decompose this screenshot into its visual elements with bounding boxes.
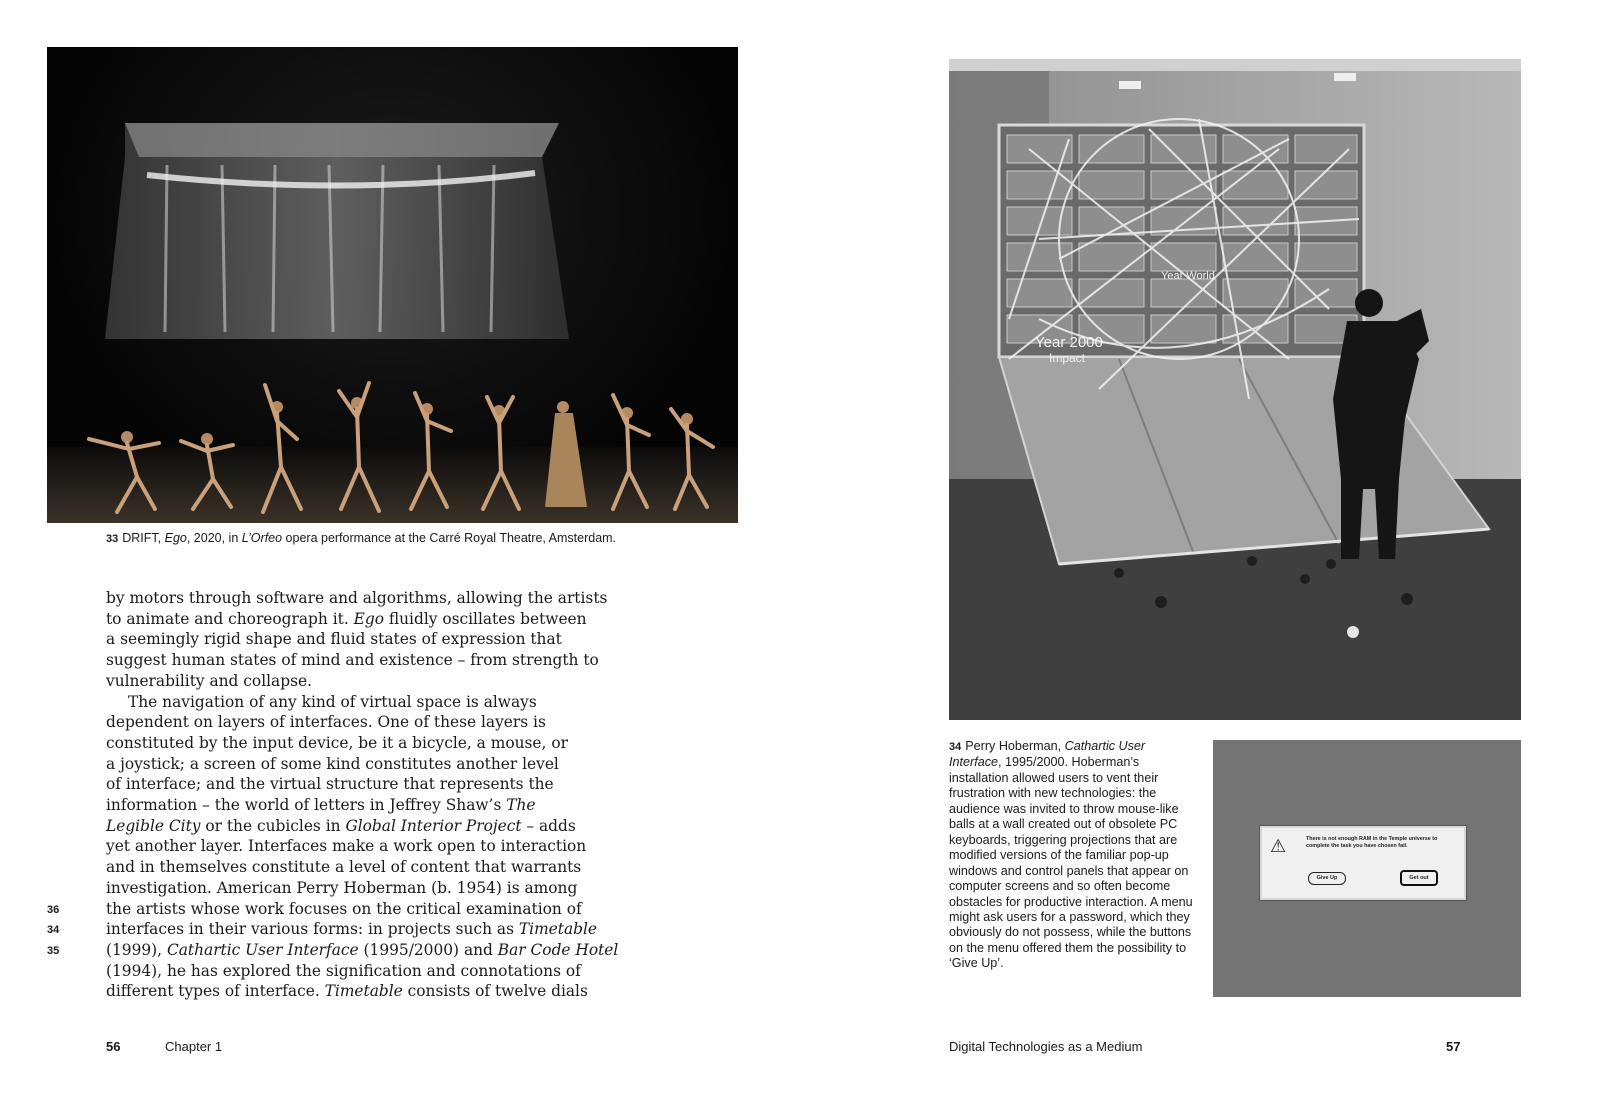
body-line <box>106 754 666 775</box>
get-out-button: Get out <box>1400 870 1438 886</box>
body-line <box>106 795 666 816</box>
caption-33-part: DRIFT, <box>122 531 165 545</box>
body-line <box>106 899 666 920</box>
drift-ego-stage-image <box>47 47 738 523</box>
photo-cathartic-user-interface <box>949 59 1521 720</box>
caption-33-part: opera performance at the Carré Royal Theatre, Amsterdam. <box>282 531 617 545</box>
body-text-run: information – the world of letters in Jeffrey Shaw’s <box>106 796 507 815</box>
body-line <box>106 981 666 1002</box>
body-text-run: The navigation of any kind of virtual space is always <box>128 692 537 711</box>
body-text-run: to animate and choreograph it. <box>106 609 354 628</box>
body-text-run: of interface; and the virtual structure that represents the <box>106 775 554 794</box>
dialog-message: There is not enough RAM in the Temple universe to complete the task you have chosen fail. <box>1306 836 1438 849</box>
projection-text: Year 2000 <box>1035 334 1103 351</box>
body-italic-text: Global Interior Project <box>345 816 522 835</box>
body-text-run: (1999), <box>106 940 167 959</box>
photo-drift-ego <box>47 47 738 523</box>
warning-icon: ⚠ <box>1270 836 1287 856</box>
body-text-run: suggest human states of mind and existence – from strength to <box>106 651 599 670</box>
caption-33-part: , 2020, in <box>186 531 242 545</box>
popup-dialog <box>1260 826 1466 900</box>
body-italic-text: Legible City <box>106 816 201 835</box>
body-text-run: (1994), he has explored the signification and connotations of <box>106 961 581 980</box>
body-line <box>106 692 666 713</box>
body-text-run: investigation. American Perry Hoberman (b. 1954) is among <box>106 878 578 897</box>
body-text-run: and in themselves constitute a level of content that warrants <box>106 858 582 877</box>
body-italic-text: Timetable <box>324 982 403 1001</box>
body-text-run: by motors through software and algorithms, allowing the artists <box>106 589 608 607</box>
give-up-button: Give Up <box>1308 872 1346 885</box>
body-line <box>106 961 666 982</box>
caption-34-part: Perry Hoberman, <box>965 739 1065 753</box>
body-text <box>106 588 666 1002</box>
body-line <box>106 712 666 733</box>
body-line <box>106 650 666 671</box>
margin-reference: 36 <box>47 904 60 916</box>
figure-33-number: 33 <box>106 533 119 545</box>
body-text-run: interfaces in their various forms: in projects such as <box>106 920 519 939</box>
page-number-right: 57 <box>1446 1039 1461 1054</box>
projection-text: Impact <box>1049 351 1086 365</box>
body-italic-text: Cathartic User Interface <box>166 940 359 959</box>
installation-image <box>949 59 1521 720</box>
body-line <box>106 588 666 609</box>
body-line <box>106 940 666 961</box>
body-line <box>106 671 666 692</box>
body-text-run: yet another layer. Interfaces make a work open to interaction <box>106 837 587 856</box>
figure-34-caption <box>949 739 1194 972</box>
caption-33-part: L’Orfeo <box>241 531 283 545</box>
body-line <box>106 629 666 650</box>
body-text-run: (1995/2000) and <box>358 940 498 959</box>
body-text-run: different types of interface. <box>106 982 325 1001</box>
body-text-run: dependent on layers of interfaces. One of these layers is <box>106 713 546 732</box>
body-line <box>106 733 666 754</box>
body-italic-text: Bar Code Hotel <box>497 940 619 959</box>
body-text-run: consists of twelve dials <box>402 982 588 1001</box>
caption-33-part: Ego <box>164 531 187 545</box>
body-text-run: the artists whose work focuses on the critical examination of <box>106 899 582 918</box>
body-italic-text: Timetable <box>518 920 598 939</box>
running-head-left: Chapter 1 <box>165 1039 223 1054</box>
figure-34-number: 34 <box>949 741 962 753</box>
body-line <box>106 857 666 878</box>
body-line <box>106 609 666 630</box>
body-text-run: a seemingly rigid shape and fluid states of expression that <box>106 630 562 649</box>
body-italic-text: Ego <box>353 609 384 628</box>
page-number-left: 56 <box>106 1039 121 1054</box>
running-head-right: Digital Technologies as a Medium <box>949 1039 1143 1054</box>
body-line <box>106 816 666 837</box>
caption-34-part: , 1995/2000. Hoberman’s installation allowed users to vent their frustration with new technologies: the audience was invited to throw mouse-like balls at a wall created out of obsolete PC keyboards, triggering projections that are modified versions of the familiar pop-up windows and control panels that appear on computer screens and so often become obstacles for productive interaction. A menu might ask users for a password, which they obviously do not possess, while the buttons on the menu offered them the possibility to ‘Give Up’. <box>949 755 1193 971</box>
body-line <box>106 836 666 857</box>
body-line <box>106 774 666 795</box>
body-italic-text: The <box>506 796 536 815</box>
body-text-run: constituted by the input device, be it a bicycle, a mouse, or <box>106 733 568 752</box>
body-text-run: or the cubicles in <box>200 816 346 835</box>
projection-text: Year World <box>1161 270 1215 282</box>
body-line <box>106 878 666 899</box>
photo-popup-dialog-detail <box>1213 740 1521 997</box>
body-text-run: fluidly oscillates between <box>383 609 587 628</box>
body-text-run: a joystick; a screen of some kind constitutes another level <box>106 754 559 773</box>
margin-reference: 35 <box>47 945 60 957</box>
body-line <box>106 919 666 940</box>
figure-33-caption <box>106 531 726 548</box>
body-text-run: – adds <box>521 816 576 835</box>
margin-reference: 34 <box>47 924 60 936</box>
body-text-run: vulnerability and collapse. <box>106 671 312 690</box>
caption-34-part: Cathartic User Interface <box>949 739 1146 770</box>
